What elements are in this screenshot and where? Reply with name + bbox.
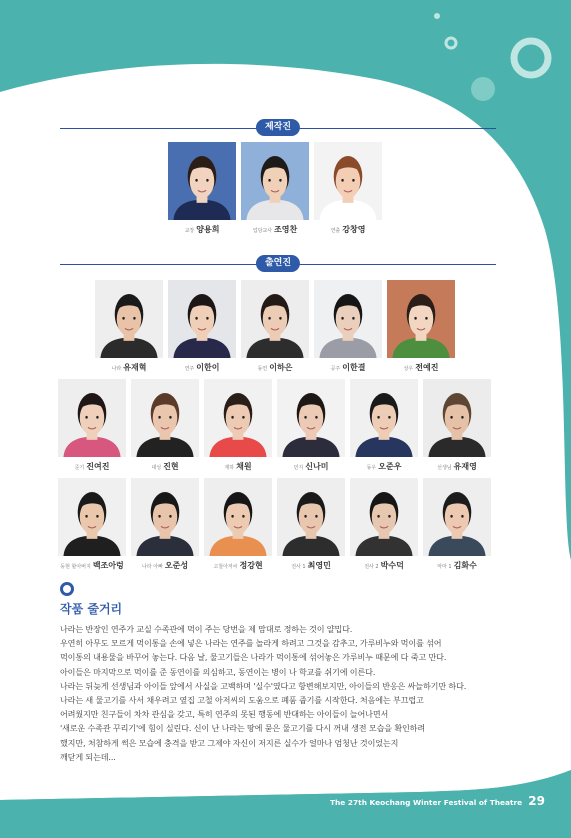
- person-card: [277, 478, 345, 572]
- portrait-illustration: [95, 280, 163, 358]
- portrait-photo: [204, 379, 272, 457]
- portrait-illustration: [241, 280, 309, 358]
- person-card: [168, 280, 236, 374]
- person-caption: [112, 363, 147, 374]
- cast-heading: [60, 254, 496, 274]
- person-card: [314, 142, 382, 236]
- person-name: 채원: [236, 462, 252, 471]
- synopsis-line: 나라는 뒤늦게 선생님과 아이들 앞에서 사실을 고백하며 '실수'였다고 항변해보지만, 아이들의 반응은 싸늘하기만 하다.: [60, 680, 467, 691]
- synopsis-title: 작품 줄거리: [60, 602, 123, 616]
- person-role: 재하: [224, 465, 235, 471]
- synopsis-line: '새로운 수족관 꾸리기'에 힘이 실린다. 신이 난 나라는 땅에 묻은 물고기를 다시 꺼내 생전 모습을 확인하려: [60, 723, 425, 734]
- person-card: [314, 280, 382, 374]
- person-card: [387, 280, 455, 374]
- portrait-illustration: [423, 478, 491, 556]
- person-name: 전예진: [415, 363, 439, 372]
- person-role: 연출: [330, 228, 341, 234]
- person-caption: [331, 225, 366, 236]
- portrait-photo: [423, 379, 491, 457]
- person-caption: [253, 225, 298, 236]
- person-role: 나라 아빠: [141, 564, 163, 570]
- portrait-photo: [350, 379, 418, 457]
- person-caption: [60, 561, 124, 572]
- person-caption: [75, 462, 110, 473]
- person-name: 이하은: [269, 363, 293, 372]
- person-caption: [151, 462, 178, 473]
- person-name: 오준성: [164, 561, 189, 570]
- person-caption: [258, 363, 293, 374]
- person-name: 강창영: [342, 225, 366, 234]
- portrait-illustration: [314, 142, 382, 220]
- person-card: [168, 142, 236, 236]
- synopsis-line: 아이들은 마지막으로 먹이를 준 동연이를 의심하고, 동연이는 병이 나 학교를 쉬기에 이른다.: [60, 666, 376, 677]
- person-card: [95, 280, 163, 374]
- person-caption: [142, 561, 188, 572]
- person-name: 이한이: [196, 363, 220, 372]
- person-name: 김화수: [453, 561, 477, 570]
- person-name: 유재혁: [123, 363, 147, 372]
- person-card: [204, 478, 272, 572]
- person-role: 동우: [366, 465, 377, 471]
- person-role: 선생님: [437, 465, 452, 471]
- synopsis-line: 나라는 반장인 연주가 교실 수족관에 먹이 주는 당번을 제 맘대로 정하는 것이 얄밉다.: [60, 624, 353, 634]
- portrait-illustration: [314, 280, 382, 358]
- person-card: [58, 478, 126, 572]
- person-caption: [213, 561, 262, 572]
- person-caption: [185, 363, 220, 374]
- production-photos: [168, 142, 387, 236]
- person-card: [277, 379, 345, 473]
- person-caption: [185, 225, 220, 236]
- person-card: [204, 379, 272, 473]
- portrait-photo: [241, 142, 309, 220]
- portrait-illustration: [58, 379, 126, 457]
- person-name: 진여진: [86, 462, 110, 471]
- portrait-illustration: [350, 379, 418, 457]
- portrait-photo: [314, 280, 382, 358]
- person-role: 전사 1: [291, 564, 306, 570]
- person-name: 유재영: [453, 462, 477, 471]
- person-card: [350, 478, 418, 572]
- person-role: 민지: [293, 465, 304, 471]
- portrait-illustration: [131, 478, 199, 556]
- portrait-photo: [58, 379, 126, 457]
- person-name: 최영민: [307, 561, 331, 570]
- cast-row: [95, 280, 460, 374]
- person-caption: [291, 561, 331, 572]
- portrait-illustration: [131, 379, 199, 457]
- person-role: 공주: [330, 366, 341, 372]
- cast-heading-label: 출연진: [256, 255, 300, 272]
- synopsis: [60, 582, 510, 764]
- portrait-photo: [204, 478, 272, 556]
- person-caption: [437, 462, 477, 473]
- person-card: [131, 379, 199, 473]
- synopsis-line: 했지만, 처참하게 썩은 모습에 충격을 받고 그제야 자신이 저지른 실수가 얼마나 엄청난 것이었는지: [60, 737, 399, 748]
- portrait-illustration: [241, 142, 309, 220]
- person-caption: [404, 363, 439, 374]
- portrait-photo: [241, 280, 309, 358]
- person-caption: [367, 462, 402, 473]
- cast-row: [58, 379, 496, 473]
- person-card: [350, 379, 418, 473]
- synopsis-line: 깨닫게 되는데...: [60, 751, 116, 762]
- person-role: 고철아저씨: [213, 564, 238, 570]
- person-name: 신나미: [305, 462, 329, 471]
- portrait-illustration: [58, 478, 126, 556]
- portrait-illustration: [204, 478, 272, 556]
- portrait-illustration: [423, 379, 491, 457]
- festival-name: The 27th Keochang Winter Festival of Theatre: [330, 798, 523, 807]
- person-role: 준기: [74, 465, 85, 471]
- portrait-photo: [277, 379, 345, 457]
- person-role: 나라: [111, 366, 122, 372]
- portrait-photo: [277, 478, 345, 556]
- person-name: 진현: [163, 462, 179, 471]
- portrait-illustration: [277, 379, 345, 457]
- portrait-photo: [168, 142, 236, 220]
- production-heading: [60, 118, 496, 138]
- footer: [330, 792, 545, 812]
- synopsis-body: [60, 622, 510, 764]
- person-role: 동연: [257, 366, 268, 372]
- person-name: 이한결: [342, 363, 366, 372]
- portrait-photo: [387, 280, 455, 358]
- synopsis-line: 먹이통의 내용물을 바꾸어 놓는다. 다음 날, 물고기들은 나라가 먹이통에 섞어놓은 가루비누 때문에 다 죽고 만다.: [60, 652, 447, 663]
- person-card: [241, 142, 309, 236]
- person-name: 정강현: [239, 561, 263, 570]
- person-card: [241, 280, 309, 374]
- person-caption: [364, 561, 404, 572]
- portrait-photo: [95, 280, 163, 358]
- person-card: [423, 478, 491, 572]
- synopsis-ring-icon: [60, 582, 74, 596]
- person-card: [131, 478, 199, 572]
- person-role: 상우: [403, 366, 414, 372]
- cast-row: [58, 478, 496, 572]
- synopsis-line: 어려웠지만 친구들이 차차 관심을 갖고, 특히 연주의 못된 행동에 반대하는 아이들이 늘어나면서: [60, 709, 389, 720]
- person-card: [58, 379, 126, 473]
- portrait-illustration: [168, 280, 236, 358]
- person-caption: [294, 462, 329, 473]
- person-role: 연주: [184, 366, 195, 372]
- person-role: 교장: [184, 228, 195, 234]
- person-name: 조영찬: [274, 225, 298, 234]
- portrait-photo: [131, 379, 199, 457]
- person-caption: [437, 561, 477, 572]
- person-name: 오준우: [378, 462, 402, 471]
- portrait-photo: [168, 280, 236, 358]
- person-caption: [224, 462, 251, 473]
- synopsis-line: 나라는 새 물고기를 사서 채우려고 옆집 고철 아저씨의 도움으로 폐품 줍기를 시작한다. 처음에는 부끄럽고: [60, 695, 424, 706]
- portrait-illustration: [350, 478, 418, 556]
- production-heading-label: 제작진: [256, 119, 300, 136]
- portrait-illustration: [387, 280, 455, 358]
- person-role: 대성: [151, 465, 162, 471]
- page-number: 29: [528, 794, 545, 808]
- person-role: 전사 2: [364, 564, 379, 570]
- portrait-illustration: [277, 478, 345, 556]
- person-name: 백조아렁: [92, 561, 124, 570]
- person-role: 악마 1: [437, 564, 452, 570]
- person-name: 양용희: [196, 225, 220, 234]
- synopsis-line: 우연히 아무도 모르게 먹이통을 손에 넣은 나라는 연주를 놀라게 하려고 그것을 감추고, 가루비누와 먹이를 섞어: [60, 638, 442, 649]
- person-role: 동현 할아버지: [60, 564, 91, 570]
- person-card: [423, 379, 491, 473]
- portrait-illustration: [204, 379, 272, 457]
- portrait-illustration: [168, 142, 236, 220]
- portrait-photo: [350, 478, 418, 556]
- portrait-photo: [131, 478, 199, 556]
- person-role: 업담교사: [252, 228, 273, 234]
- portrait-photo: [423, 478, 491, 556]
- person-caption: [331, 363, 366, 374]
- portrait-photo: [58, 478, 126, 556]
- person-name: 박수덕: [380, 561, 404, 570]
- portrait-photo: [314, 142, 382, 220]
